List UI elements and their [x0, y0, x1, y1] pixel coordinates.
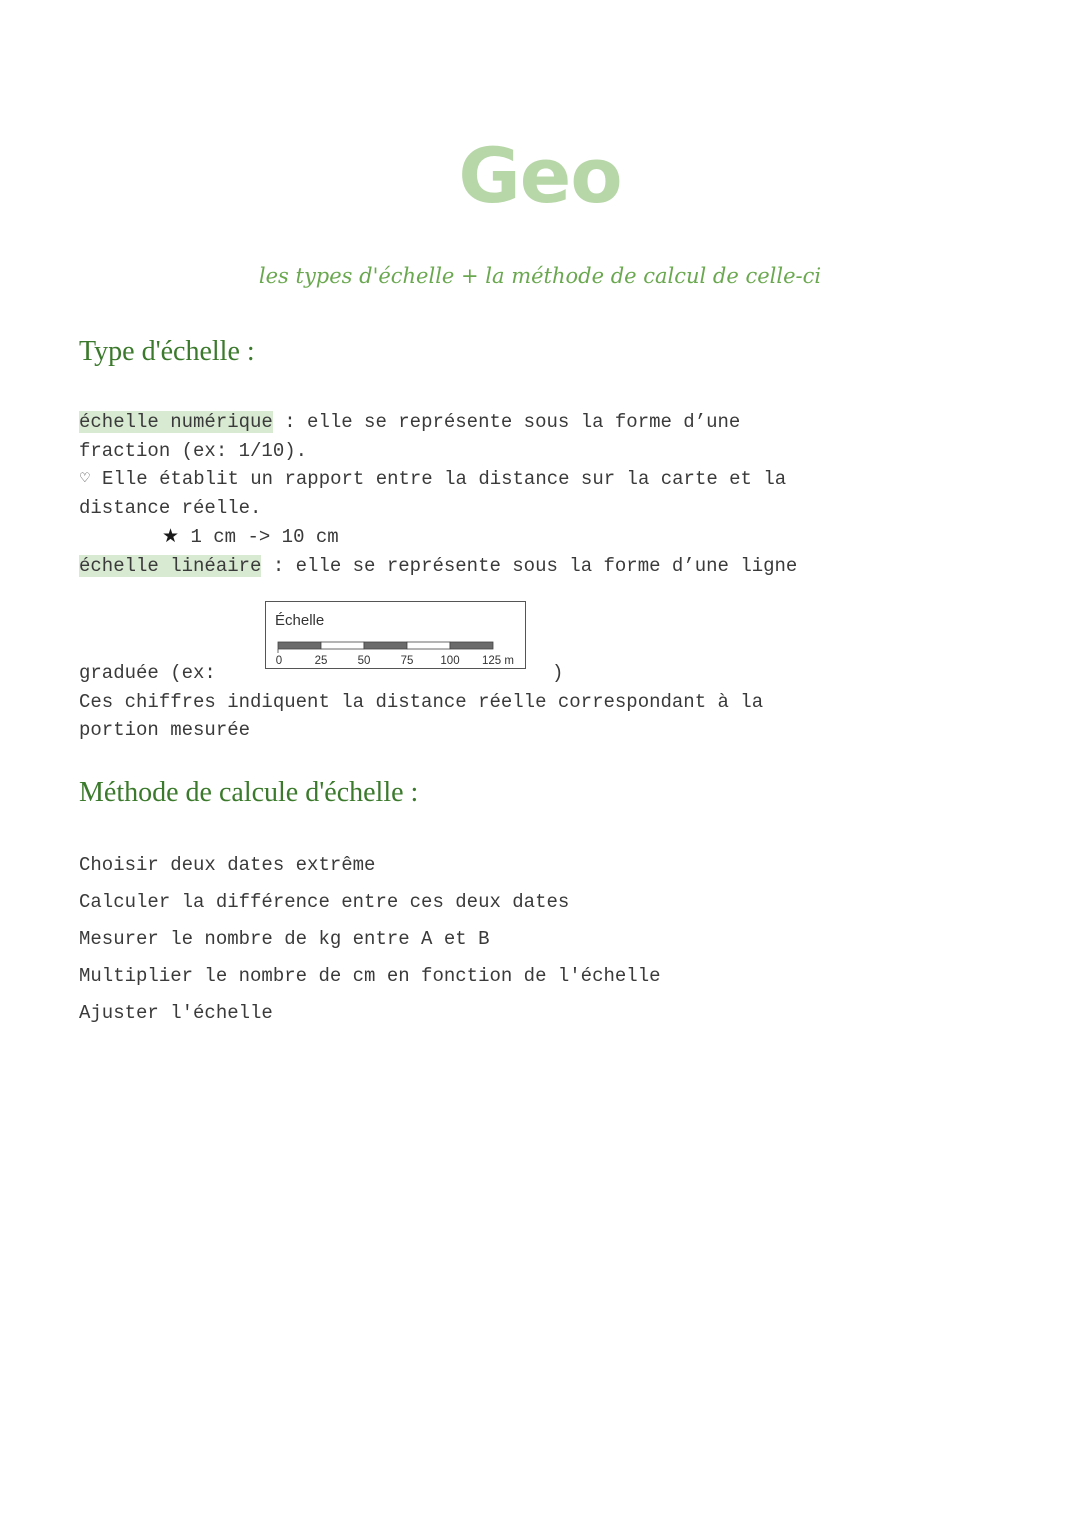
method-step-3: Mesurer le nombre de kg entre A et B	[79, 928, 490, 950]
scale-segment-5	[450, 642, 493, 649]
method-step-2: Calculer la différence entre ces deux dates	[79, 891, 570, 913]
page-title: Geo	[458, 131, 622, 220]
method-steps-list	[79, 851, 661, 1036]
graduated-line	[79, 659, 763, 688]
numeric-scale-term: échelle numérique	[79, 411, 273, 433]
graduated-paragraph	[79, 659, 763, 745]
scale-tick-125: 125 m	[482, 655, 514, 667]
linear-line-1	[79, 552, 797, 581]
scale-tick-0: 0	[275, 655, 283, 667]
method-step-1: Choisir deux dates extrême	[79, 854, 376, 876]
scale-tick-50: 50	[357, 655, 371, 667]
rapport-line-1	[79, 465, 797, 494]
section-heading-method: Méthode de calcule d'échelle :	[79, 777, 419, 808]
page-subtitle: les types d'échelle + la méthode de calcul de celle-ci	[258, 264, 822, 288]
scale-segment-4	[407, 642, 450, 649]
scale-tick-100: 100	[440, 655, 460, 667]
graduated-suffix: )	[552, 662, 564, 684]
numeric-line-1	[79, 408, 797, 437]
numeric-line-1-text: : elle se représente sous la forme d’une	[272, 411, 741, 433]
linear-line-1-text: : elle se représente sous la forme d’une ligne	[261, 554, 798, 577]
star-example-text: 1 cm -> 10 cm	[179, 526, 339, 548]
method-step-5: Ajuster l'échelle	[79, 1002, 273, 1024]
method-step-4: Multiplier le nombre de cm en fonction de l'échelle	[79, 965, 661, 987]
explain-line-2: portion mesurée	[79, 719, 251, 741]
explain-line-1: Ces chiffres indiquent la distance réelle correspondant à la	[79, 690, 764, 713]
scale-segment-3	[364, 642, 407, 649]
heart-icon: ♡	[79, 471, 91, 486]
linear-scale-term: échelle linéaire	[79, 554, 262, 577]
graduated-prefix: graduée (ex:	[79, 662, 216, 684]
rapport-line-1-text: Elle établit un rapport entre la distance sur la carte et la	[90, 468, 787, 490]
scale-segment-2	[321, 642, 364, 649]
scale-tick-75: 75	[400, 655, 414, 667]
scale-segment-1	[278, 642, 321, 649]
star-example-line	[79, 522, 797, 552]
rapport-line-2: distance réelle.	[79, 496, 262, 519]
star-icon: ★	[162, 525, 180, 547]
scale-bar-graphic	[266, 602, 524, 667]
section-heading-type: Type d'échelle :	[79, 336, 255, 367]
numeric-line-2: fraction (ex: 1/10).	[79, 439, 308, 462]
scale-tick-25: 25	[314, 655, 328, 667]
scale-bar-label: Échelle	[275, 612, 325, 629]
numeric-scale-paragraph	[79, 408, 797, 580]
